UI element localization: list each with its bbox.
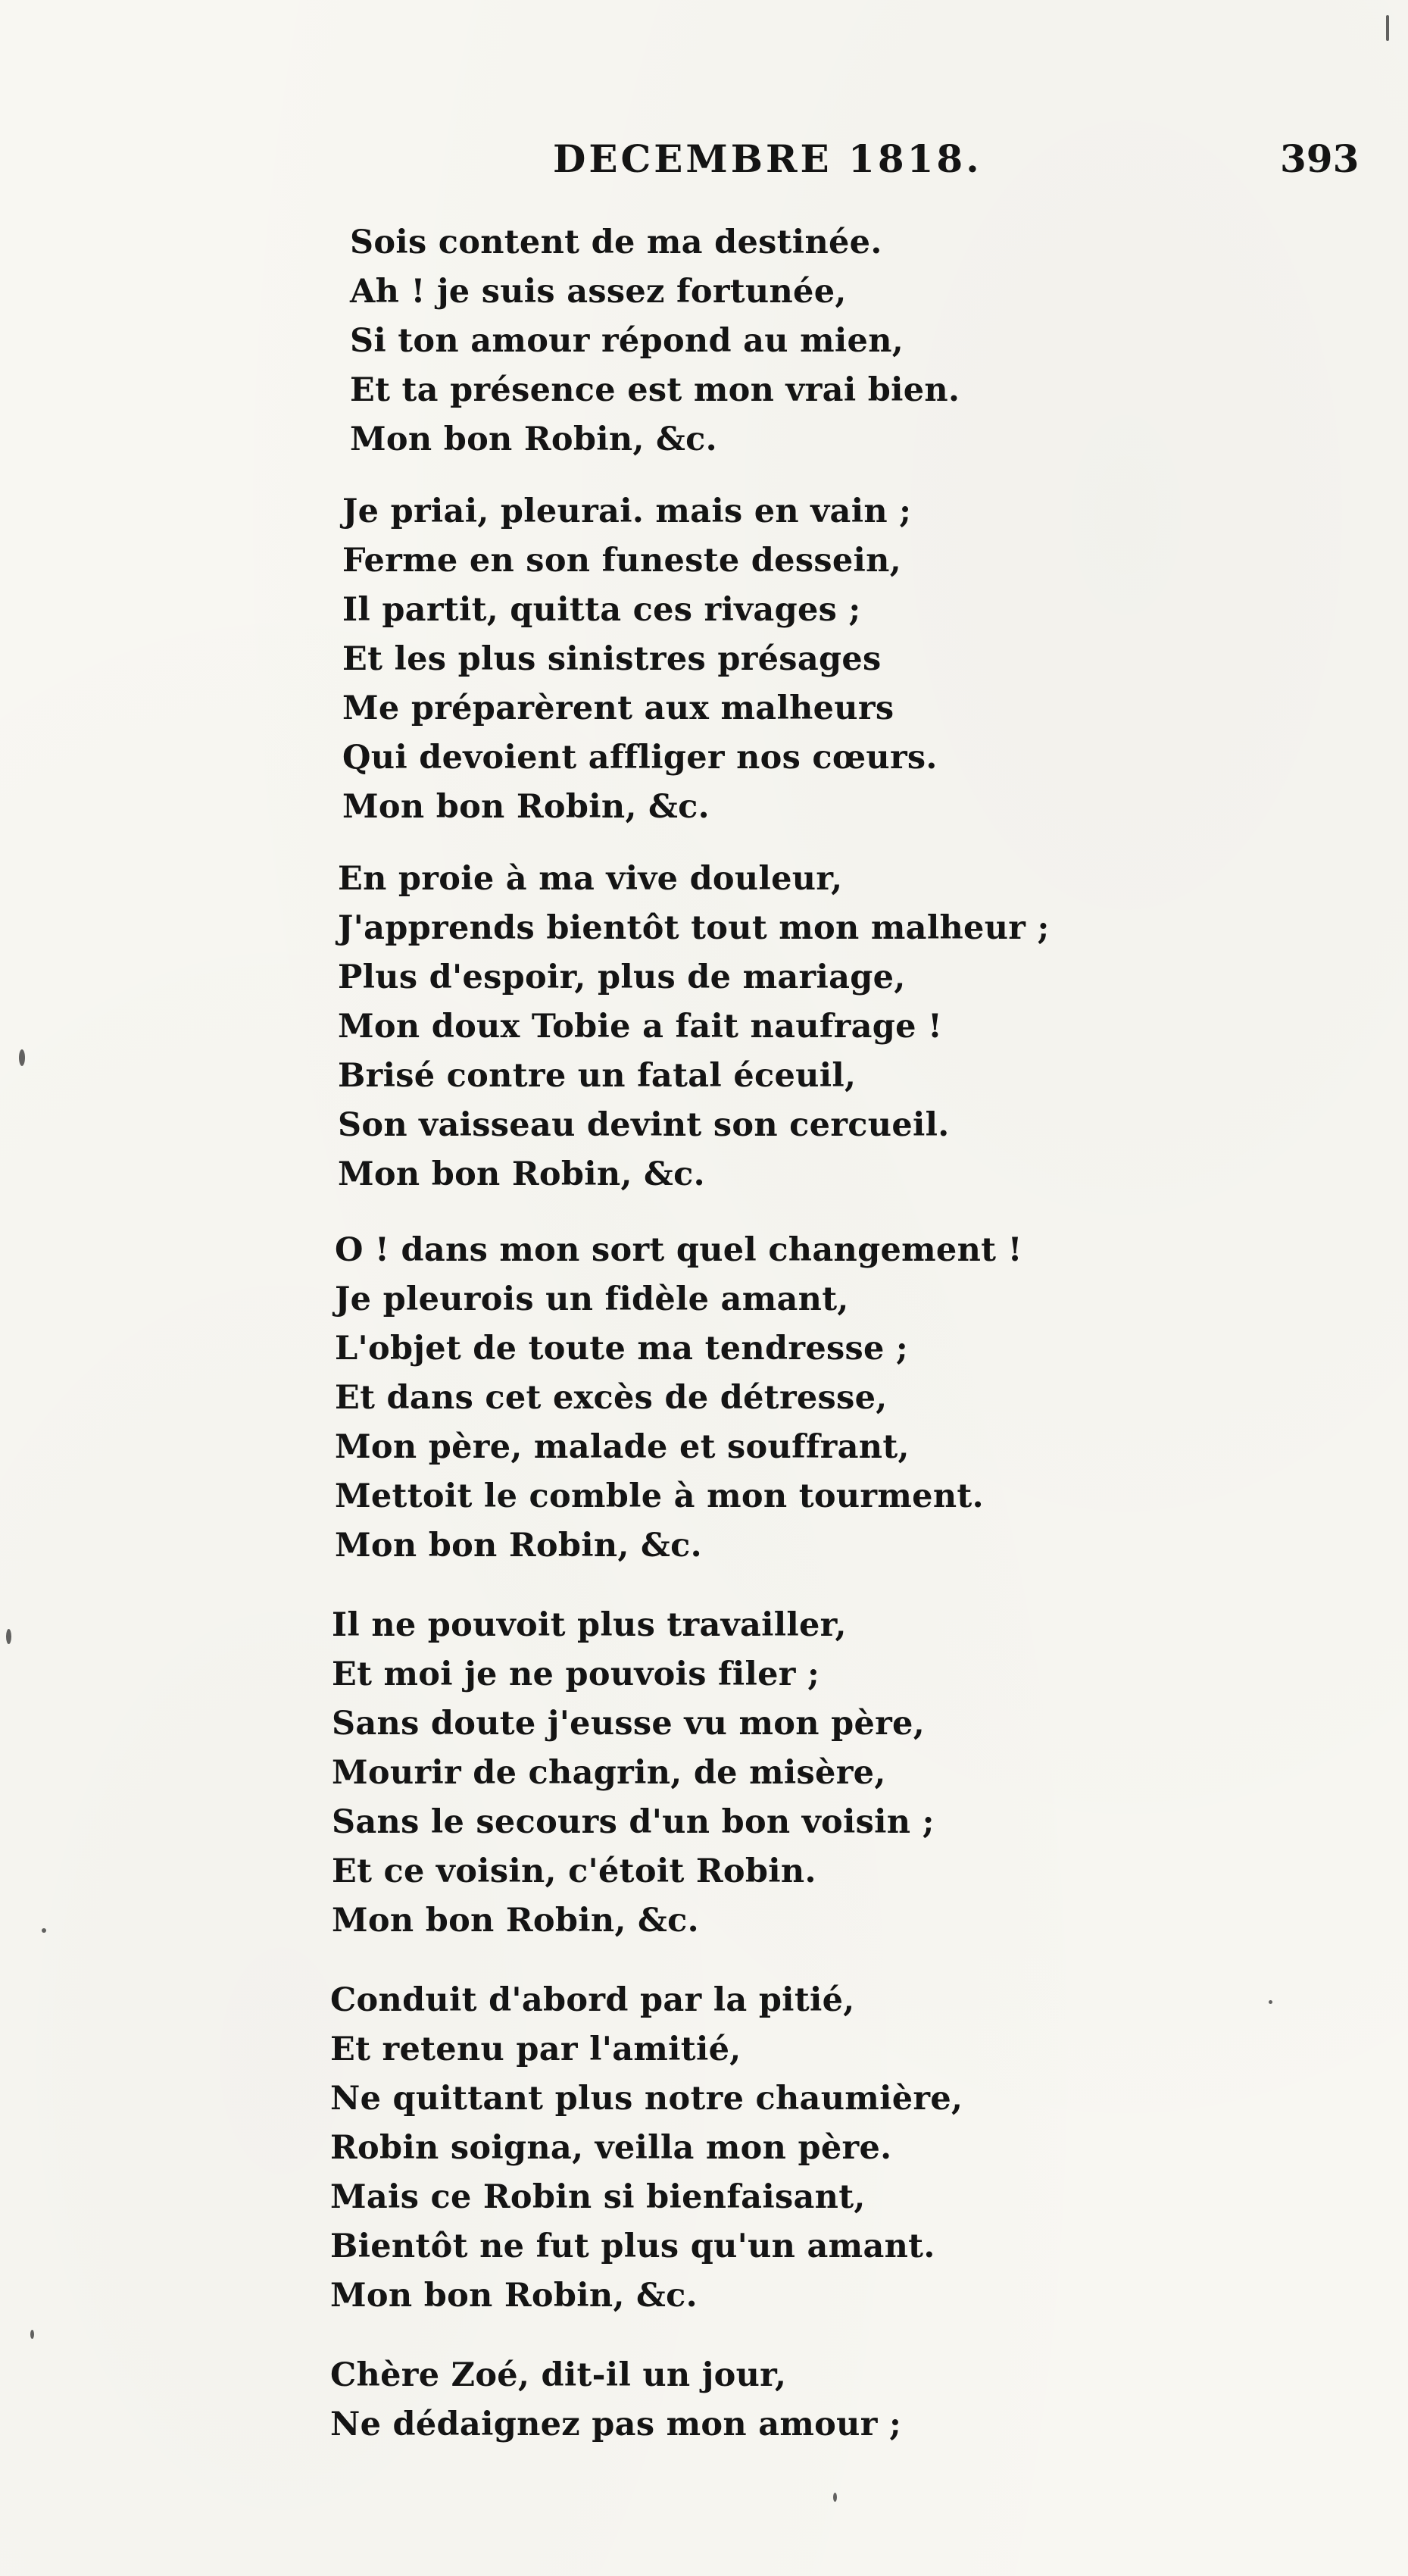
scan-mark — [6, 1629, 11, 1644]
verse-line: Il partit, quitta ces rivages ; — [342, 591, 861, 629]
verse-line: Ferme en son funeste dessein, — [342, 542, 901, 580]
scan-mark — [42, 1928, 46, 1933]
verse-line: Sans le secours d'un bon voisin ; — [332, 1803, 935, 1841]
verse-line: Je priai, pleurai. mais en vain ; — [342, 492, 912, 530]
verse-line: Bientôt ne fut plus qu'un amant. — [330, 2227, 935, 2265]
verse-line: Mais ce Robin si bienfaisant, — [330, 2178, 866, 2216]
refrain-line: Mon bon Robin, &c. — [338, 1155, 705, 1193]
verse-line: Son vaisseau devint son cercueil. — [338, 1106, 950, 1144]
verse-line: Et les plus sinistres présages — [342, 640, 882, 678]
verse-line: Mettoit le comble à mon tourment. — [335, 1477, 984, 1515]
scan-mark — [1386, 15, 1389, 41]
verse-line: Et moi je ne pouvois filer ; — [332, 1655, 820, 1693]
verse-line: En proie à ma vive douleur, — [338, 860, 843, 898]
page-number: 393 — [1280, 136, 1360, 181]
verse-line: Mon doux Tobie a fait naufrage ! — [338, 1008, 943, 1046]
verse-line: Chère Zoé, dit-il un jour, — [330, 2356, 787, 2394]
scan-mark — [1269, 2000, 1272, 2004]
verse-line: Si ton amour répond au mien, — [350, 322, 904, 360]
verse-line: L'objet de toute ma tendresse ; — [335, 1330, 909, 1368]
verse-line: Ne quittant plus notre chaumière, — [330, 2080, 963, 2118]
verse-line: Ne dédaignez pas mon amour ; — [330, 2406, 902, 2443]
verse-line: Me préparèrent aux malheurs — [342, 689, 894, 727]
verse-line: Et ta présence est mon vrai bien. — [350, 371, 960, 409]
verse-line: Et ce voisin, c'étoit Robin. — [332, 1852, 816, 1890]
verse-line: Qui devoient affliger nos cœurs. — [342, 739, 938, 777]
verse-line: O ! dans mon sort quel changement ! — [335, 1231, 1022, 1269]
verse-line: Mourir de chagrin, de misère, — [332, 1754, 886, 1792]
verse-line: Et dans cet excès de détresse, — [335, 1379, 888, 1417]
verse-line: Il ne pouvoit plus travailler, — [332, 1606, 847, 1644]
refrain-line: Mon bon Robin, &c. — [335, 1527, 702, 1565]
verse-line: J'apprends bientôt tout mon malheur ; — [338, 909, 1050, 947]
verse-line: Mon père, malade et souffrant, — [335, 1428, 910, 1466]
refrain-line: Mon bon Robin, &c. — [330, 2277, 698, 2315]
verse-line: Sois content de ma destinée. — [350, 224, 882, 261]
verse-line: Sans doute j'eusse vu mon père, — [332, 1705, 925, 1743]
refrain-line: Mon bon Robin, &c. — [342, 788, 710, 826]
verse-line: Et retenu par l'amitié, — [330, 2030, 741, 2068]
verse-line: Conduit d'abord par la pitié, — [330, 1981, 855, 2019]
running-header-title: DECEMBRE 1818. — [553, 136, 982, 181]
refrain-line: Mon bon Robin, &c. — [350, 420, 717, 458]
refrain-line: Mon bon Robin, &c. — [332, 1902, 699, 1940]
verse-line: Plus d'espoir, plus de mariage, — [338, 958, 906, 996]
verse-line: Je pleurois un fidèle amant, — [335, 1280, 849, 1318]
verse-line: Brisé contre un fatal éceuil, — [338, 1057, 857, 1095]
scan-mark — [30, 2330, 34, 2339]
verse-line: Robin soigna, veilla mon père. — [330, 2129, 892, 2167]
scan-mark — [19, 1049, 25, 1066]
scan-mark — [833, 2493, 837, 2502]
verse-line: Ah ! je suis assez fortunée, — [350, 273, 847, 311]
